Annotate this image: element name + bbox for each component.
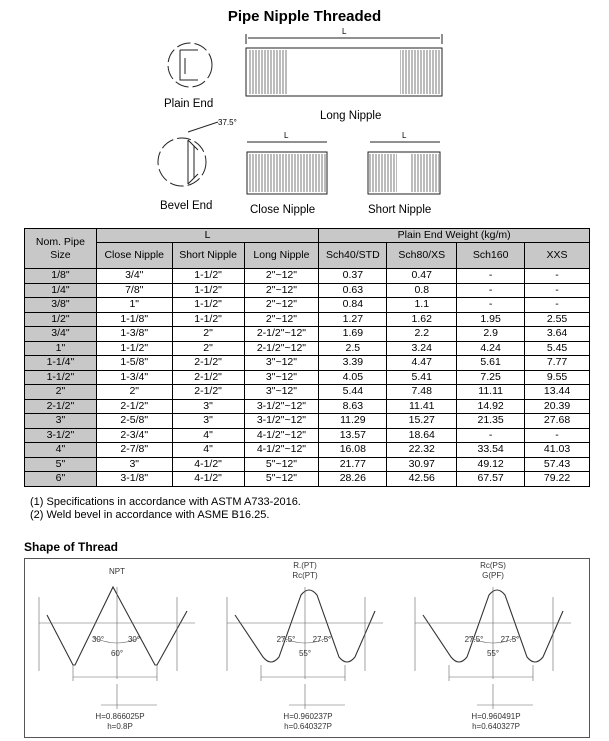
- table-cell: 3-1/8": [96, 472, 172, 487]
- formula-h: h=0.640327P: [472, 722, 520, 731]
- angle-left: 27.5°: [464, 635, 484, 644]
- size-cell: 3/8": [25, 298, 97, 313]
- table-cell: 9.55: [525, 370, 590, 385]
- table-cell: 5.44: [319, 385, 387, 400]
- table-cell: 3.39: [319, 356, 387, 371]
- table-cell: 3": [96, 457, 172, 472]
- formula-H: H=0.960237P: [283, 712, 333, 721]
- size-cell: 1/4": [25, 283, 97, 298]
- table-cell: 15.27: [387, 414, 457, 429]
- table-cell: 16.08: [319, 443, 387, 458]
- formula-h: h=0.8P: [107, 722, 133, 731]
- size-cell: 2": [25, 385, 97, 400]
- thread-name-2: G(PF): [482, 571, 504, 580]
- long-nipple-label: Long Nipple: [320, 110, 382, 122]
- plain-end-label: Plain End: [164, 98, 214, 110]
- table-cell: 4": [172, 428, 244, 443]
- table-cell: 14.92: [457, 399, 525, 414]
- header-weight: Plain End Weight (kg/m): [319, 229, 590, 243]
- size-cell: 5": [25, 457, 97, 472]
- size-cell: 1": [25, 341, 97, 356]
- table-cell: 11.41: [387, 399, 457, 414]
- table-cell: 1-5/8": [96, 356, 172, 371]
- size-cell: 6": [25, 472, 97, 487]
- table-cell: 4.47: [387, 356, 457, 371]
- dimension-table: [24, 228, 590, 487]
- table-cell: 1.62: [387, 312, 457, 327]
- table-cell: 49.12: [457, 457, 525, 472]
- table-cell: 30.97: [387, 457, 457, 472]
- table-cell: 2-1/2"~12": [244, 327, 319, 342]
- table-cell: 1.95: [457, 312, 525, 327]
- table-row: [25, 356, 590, 371]
- dim-l-short: L: [402, 131, 407, 140]
- table-cell: 27.68: [525, 414, 590, 429]
- size-cell: 2-1/2": [25, 399, 97, 414]
- table-row: [25, 457, 590, 472]
- thread-name-2: Rc(PT): [292, 571, 318, 580]
- table-row: [25, 399, 590, 414]
- table-cell: 4.05: [319, 370, 387, 385]
- table-cell: 13.44: [525, 385, 590, 400]
- table-cell: 13.57: [319, 428, 387, 443]
- table-cell: 2"~12": [244, 283, 319, 298]
- table-cell: 2-1/2"~12": [244, 341, 319, 356]
- table-cell: 5"~12": [244, 457, 319, 472]
- table-row: [25, 370, 590, 385]
- size-cell: 1/2": [25, 312, 97, 327]
- table-cell: 2"~12": [244, 312, 319, 327]
- angle-left: 30°: [91, 635, 105, 644]
- table-row: [25, 269, 590, 284]
- table-cell: 22.32: [387, 443, 457, 458]
- table-cell: -: [457, 298, 525, 313]
- table-cell: 3": [172, 414, 244, 429]
- table-row: [25, 472, 590, 487]
- table-cell: 2-1/2": [172, 385, 244, 400]
- table-row: [25, 443, 590, 458]
- table-cell: -: [457, 283, 525, 298]
- table-cell: 5.41: [387, 370, 457, 385]
- table-cell: 4-1/2"~12": [244, 428, 319, 443]
- table-cell: 4-1/2": [172, 457, 244, 472]
- angle-total: 60°: [110, 649, 124, 658]
- size-cell: 3-1/2": [25, 428, 97, 443]
- table-cell: 42.56: [387, 472, 457, 487]
- table-cell: -: [457, 428, 525, 443]
- note-2: (2) Weld bevel in accordance with ASME B16.25.: [30, 509, 270, 521]
- note-1: (1) Specifications in accordance with ASTM A733-2016.: [30, 496, 301, 508]
- table-cell: 0.84: [319, 298, 387, 313]
- table-cell: 7.77: [525, 356, 590, 371]
- thread-profile-diagram: [25, 559, 213, 737]
- table-cell: 5.45: [525, 341, 590, 356]
- table-cell: 3.64: [525, 327, 590, 342]
- table-cell: 4": [172, 443, 244, 458]
- header-sub: XXS: [525, 243, 590, 269]
- table-cell: 2"~12": [244, 269, 319, 284]
- table-cell: 2-1/2": [96, 399, 172, 414]
- table-row: [25, 312, 590, 327]
- table-cell: 3-1/2"~12": [244, 399, 319, 414]
- table-cell: 4-1/2"~12": [244, 443, 319, 458]
- table-cell: 2": [96, 385, 172, 400]
- size-cell: 3/4": [25, 327, 97, 342]
- formula-H: H=0.866025P: [95, 712, 145, 721]
- table-cell: 57.43: [525, 457, 590, 472]
- header-sub: Long Nipple: [244, 243, 319, 269]
- angle-right: 27.5°: [312, 635, 332, 644]
- table-cell: 5.61: [457, 356, 525, 371]
- table-cell: 2": [172, 341, 244, 356]
- header-sub: Sch80/XS: [387, 243, 457, 269]
- table-row: [25, 283, 590, 298]
- table-row: [25, 298, 590, 313]
- table-cell: 1-1/2": [172, 269, 244, 284]
- header-sub: Short Nipple: [172, 243, 244, 269]
- formula-h: h=0.640327P: [284, 722, 332, 731]
- table-cell: 2.5: [319, 341, 387, 356]
- table-cell: 0.8: [387, 283, 457, 298]
- table-cell: 1-3/4": [96, 370, 172, 385]
- nipple-drawings: [0, 0, 609, 225]
- table-cell: 1-1/2": [96, 341, 172, 356]
- notes: [30, 496, 301, 522]
- table-cell: 3": [172, 399, 244, 414]
- table-cell: 4-1/2": [172, 472, 244, 487]
- thread-name: NPT: [109, 567, 125, 576]
- size-cell: 1-1/4": [25, 356, 97, 371]
- header-length: L: [96, 229, 319, 243]
- dim-l-long: L: [342, 27, 347, 36]
- table-cell: 7.25: [457, 370, 525, 385]
- size-cell: 4": [25, 443, 97, 458]
- table-cell: 2-7/8": [96, 443, 172, 458]
- table-cell: 3"~12": [244, 370, 319, 385]
- shape-title: Shape of Thread: [24, 540, 119, 554]
- table-cell: 3-1/2"~12": [244, 414, 319, 429]
- table-cell: 18.64: [387, 428, 457, 443]
- table-cell: 1.69: [319, 327, 387, 342]
- table-cell: -: [525, 298, 590, 313]
- table-cell: 28.26: [319, 472, 387, 487]
- header-size: Nom. Pipe Size: [25, 229, 97, 269]
- thread-profile-diagram: [213, 559, 401, 737]
- table-cell: 0.47: [387, 269, 457, 284]
- page-title: Pipe Nipple Threaded: [227, 8, 382, 25]
- table-row: [25, 385, 590, 400]
- table-cell: 3"~12": [244, 385, 319, 400]
- angle-right: 27.5°: [500, 635, 520, 644]
- angle-right: 30°: [127, 635, 141, 644]
- table-cell: 21.77: [319, 457, 387, 472]
- table-cell: 33.54: [457, 443, 525, 458]
- table-cell: 3"~12": [244, 356, 319, 371]
- table-cell: 0.63: [319, 283, 387, 298]
- table-cell: 7.48: [387, 385, 457, 400]
- table-cell: 11.29: [319, 414, 387, 429]
- table-cell: 7/8": [96, 283, 172, 298]
- formula-H: H=0.960491P: [471, 712, 521, 721]
- table-cell: 2-1/2": [172, 370, 244, 385]
- table-cell: 1-1/2": [172, 312, 244, 327]
- table-cell: 8.63: [319, 399, 387, 414]
- table-cell: 2.2: [387, 327, 457, 342]
- table-cell: 1-3/8": [96, 327, 172, 342]
- bevel-angle: 37.5°: [218, 118, 237, 127]
- table-row: [25, 341, 590, 356]
- table-cell: 2-3/4": [96, 428, 172, 443]
- table-cell: 4.24: [457, 341, 525, 356]
- table-cell: 1": [96, 298, 172, 313]
- table-cell: 3/4": [96, 269, 172, 284]
- table-cell: 67.57: [457, 472, 525, 487]
- table-cell: 2"~12": [244, 298, 319, 313]
- close-nipple-label: Close Nipple: [250, 204, 316, 216]
- table-cell: 21.35: [457, 414, 525, 429]
- angle-total: 55°: [298, 649, 312, 658]
- thread-name: Rc(PS): [480, 561, 506, 570]
- table-cell: 2.55: [525, 312, 590, 327]
- short-nipple-label: Short Nipple: [368, 204, 432, 216]
- table-cell: -: [457, 269, 525, 284]
- thread-shape-panel: [24, 558, 590, 738]
- table-cell: 1-1/2": [172, 283, 244, 298]
- header-sub: Close Nipple: [96, 243, 172, 269]
- table-row: [25, 414, 590, 429]
- size-cell: 1-1/2": [25, 370, 97, 385]
- table-row: [25, 327, 590, 342]
- table-cell: 0.37: [319, 269, 387, 284]
- table-cell: -: [525, 269, 590, 284]
- table-cell: 1-1/8": [96, 312, 172, 327]
- table-cell: 2.9: [457, 327, 525, 342]
- table-cell: 1-1/2": [172, 298, 244, 313]
- table-cell: 1.1: [387, 298, 457, 313]
- table-cell: 2": [172, 327, 244, 342]
- angle-total: 55°: [486, 649, 500, 658]
- bevel-end-label: Bevel End: [160, 200, 213, 212]
- dim-l-close: L: [284, 131, 289, 140]
- table-row: [25, 428, 590, 443]
- table-cell: 5"~12": [244, 472, 319, 487]
- header-sub: Sch40/STD: [319, 243, 387, 269]
- angle-left: 27.5°: [276, 635, 296, 644]
- table-cell: 3.24: [387, 341, 457, 356]
- table-cell: 79.22: [525, 472, 590, 487]
- table-cell: 1.27: [319, 312, 387, 327]
- table-cell: 2-1/2": [172, 356, 244, 371]
- thread-profile-diagram: [401, 559, 589, 737]
- thread-name: R.(PT): [293, 561, 317, 570]
- table-cell: 20.39: [525, 399, 590, 414]
- table-cell: 11.11: [457, 385, 525, 400]
- table-cell: 2-5/8": [96, 414, 172, 429]
- size-cell: 3": [25, 414, 97, 429]
- size-cell: 1/8": [25, 269, 97, 284]
- table-cell: -: [525, 283, 590, 298]
- header-sub: Sch160: [457, 243, 525, 269]
- table-cell: 41.03: [525, 443, 590, 458]
- table-cell: -: [525, 428, 590, 443]
